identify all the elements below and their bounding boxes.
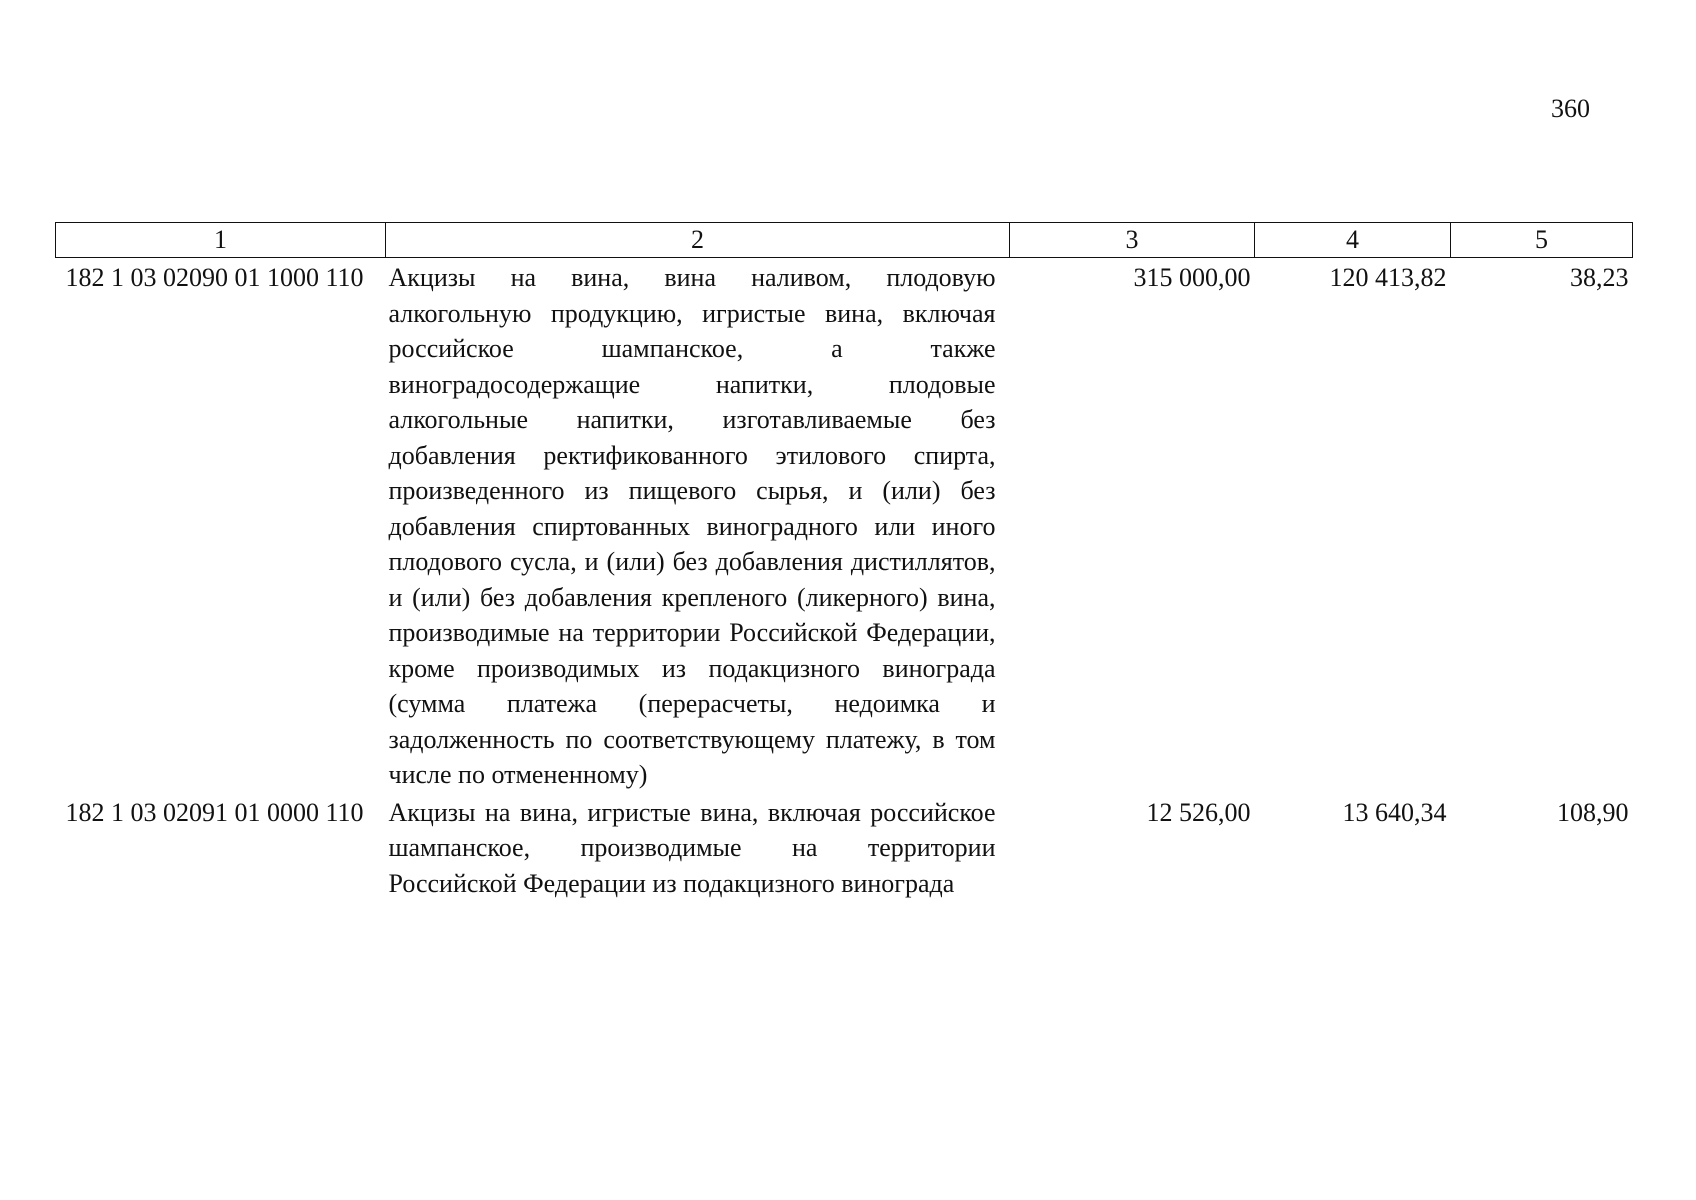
table-header-row — [56, 223, 1633, 258]
value-column-5: 108,90 — [1557, 797, 1629, 827]
table-row — [56, 258, 1633, 793]
value-column-4: 120 413,82 — [1329, 263, 1447, 292]
value-column-4: 13 640,34 — [1342, 797, 1447, 827]
table-row — [56, 793, 1633, 902]
budget-code: 182 1 03 02091 01 0000 110 — [65, 797, 364, 827]
column-header-3: 3 — [1010, 223, 1255, 258]
budget-table — [55, 222, 1633, 901]
page-number: 360 — [1551, 94, 1590, 123]
column-header-4: 4 — [1255, 223, 1451, 258]
column-header-1: 1 — [56, 223, 386, 258]
column-header-2: 2 — [386, 223, 1010, 258]
revenue-description: Акцизы на вина, игристые вина, включая российское шампанское, производимые на территории Российской Федерации из подакцизного винограда — [388, 797, 996, 898]
revenue-description: Акцизы на вина, вина наливом, плодовую алкогольную продукцию, игристые вина, включая российское шампанское, а также виноградосодержащие напитки, плодовые алкогольные напитки, изготавливаемые без добавления ректификованного этилового спирта, произведенного из пищевого сырья, и (или) без добавления спиртованных виноградного или иного плодового сусла, и (или) без добавления дистиллятов, и (или) без добавления крепленого (ликерного) вина, производимые на территории Российской Федерации, кроме производимых из подакцизного винограда (сумма платежа (перерасчеты, недоимка и задолженность по соответствующему платежу, в том числе по отмененному) — [388, 263, 996, 789]
column-header-5: 5 — [1451, 223, 1633, 258]
value-column-3: 315 000,00 — [1133, 263, 1251, 292]
value-column-3: 12 526,00 — [1146, 797, 1251, 827]
budget-code: 182 1 03 02090 01 1000 110 — [65, 263, 364, 292]
value-column-5: 38,23 — [1570, 263, 1629, 292]
